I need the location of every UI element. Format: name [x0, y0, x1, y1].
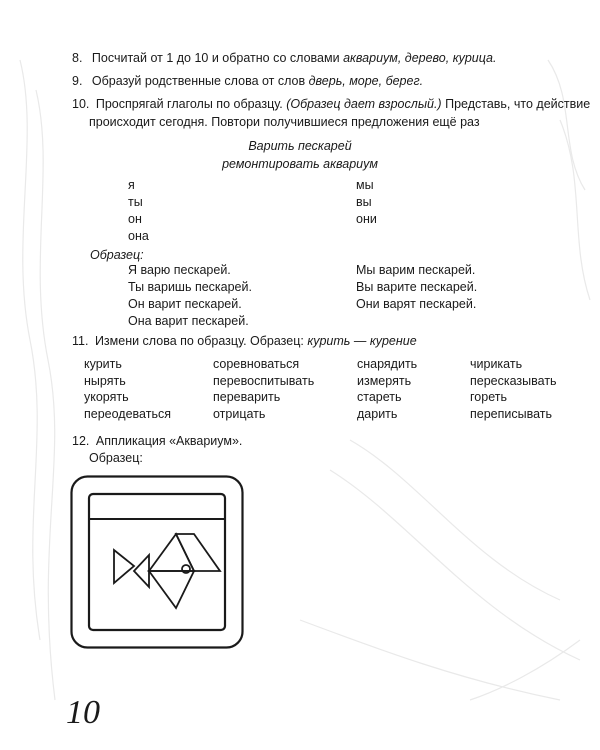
- word: снарядить: [357, 357, 418, 371]
- word: отрицать: [213, 406, 266, 421]
- example-sentence: Вы варите пескарей.: [356, 280, 478, 294]
- item-italic: курить — курение: [307, 334, 417, 348]
- word-column-2: [213, 356, 314, 422]
- phrase-2: ремонтировать аквариум: [222, 157, 378, 171]
- item-8: [72, 51, 496, 65]
- item-text: Посчитай от 1 до 10 и обратно со словами: [91, 51, 344, 65]
- item-number: 12.: [72, 434, 90, 448]
- aquarium-illustration: [70, 475, 244, 649]
- item-text: Измени слова по образцу. Образец:: [94, 334, 308, 348]
- item-number: 8.: [72, 51, 83, 65]
- item-text: Аппликация «Аквариум».: [95, 434, 243, 448]
- word: переодеваться: [84, 406, 171, 421]
- page-number: 10: [66, 694, 100, 731]
- item-9: [72, 74, 423, 88]
- word: нырять: [84, 373, 126, 388]
- item-11: [72, 334, 417, 348]
- word: стареть: [357, 390, 402, 404]
- pronoun: ты: [128, 195, 143, 209]
- item-number: 11.: [72, 334, 89, 348]
- item-italic: дверь, море, берег.: [308, 74, 424, 88]
- item-number: 10.: [72, 97, 90, 111]
- word-column-3: [357, 356, 417, 422]
- example-label: Образец:: [90, 248, 144, 262]
- word: переварить: [213, 390, 281, 404]
- example-sentence: Они варят пескарей.: [356, 297, 477, 311]
- pronoun: я: [128, 178, 135, 192]
- pronoun: он: [128, 212, 142, 226]
- example-plural: [356, 262, 477, 313]
- word: гореть: [470, 390, 507, 404]
- aquarium-tank: [89, 494, 225, 630]
- example-sentence: Я варю пескарей.: [128, 263, 231, 277]
- word: укорять: [84, 390, 129, 404]
- word: переписывать: [470, 406, 553, 421]
- word: соревноваться: [213, 357, 300, 371]
- pronoun: мы: [356, 178, 374, 192]
- word: перевоспитывать: [213, 373, 315, 388]
- pronoun: вы: [356, 195, 372, 209]
- item-text: Образуй родственные слова от слов: [91, 74, 309, 88]
- word-column-1: [84, 356, 171, 422]
- item-text: Проспрягай глаголы по образцу.: [95, 97, 287, 111]
- word: пересказывать: [470, 373, 557, 388]
- aquarium-outer-frame: [72, 477, 243, 648]
- word: чирикать: [470, 357, 523, 371]
- pronoun: она: [128, 229, 149, 243]
- pronoun: они: [356, 212, 377, 226]
- item-10: [72, 97, 590, 111]
- item-text-tail: Представь, что действие: [441, 97, 591, 111]
- item-number: 9.: [72, 74, 83, 88]
- example-singular: [128, 262, 252, 330]
- word: дарить: [357, 406, 398, 421]
- item-12-line2: Образец:: [89, 451, 143, 465]
- pronouns-plural: [356, 177, 377, 228]
- item-10-line2: происходит сегодня. Повтори получившиеся предложения ещё раз: [89, 115, 480, 129]
- pronouns-singular: [128, 177, 149, 245]
- example-sentence: Он варит пескарей.: [128, 297, 242, 311]
- item-italic: аквариум, дерево, курица.: [343, 51, 497, 65]
- word: измерять: [357, 373, 412, 388]
- word: курить: [84, 357, 122, 371]
- example-sentence: Ты варишь пескарей.: [128, 280, 252, 294]
- word-column-4: [470, 356, 557, 422]
- item-italic: (Образец дает взрослый.): [286, 97, 442, 111]
- example-sentence: Она варит пескарей.: [128, 314, 249, 328]
- phrase-1: Варить пескарей: [248, 139, 352, 153]
- item-12: [72, 434, 242, 448]
- example-sentence: Мы варим пескарей.: [356, 263, 476, 277]
- fish-icon: [114, 534, 220, 608]
